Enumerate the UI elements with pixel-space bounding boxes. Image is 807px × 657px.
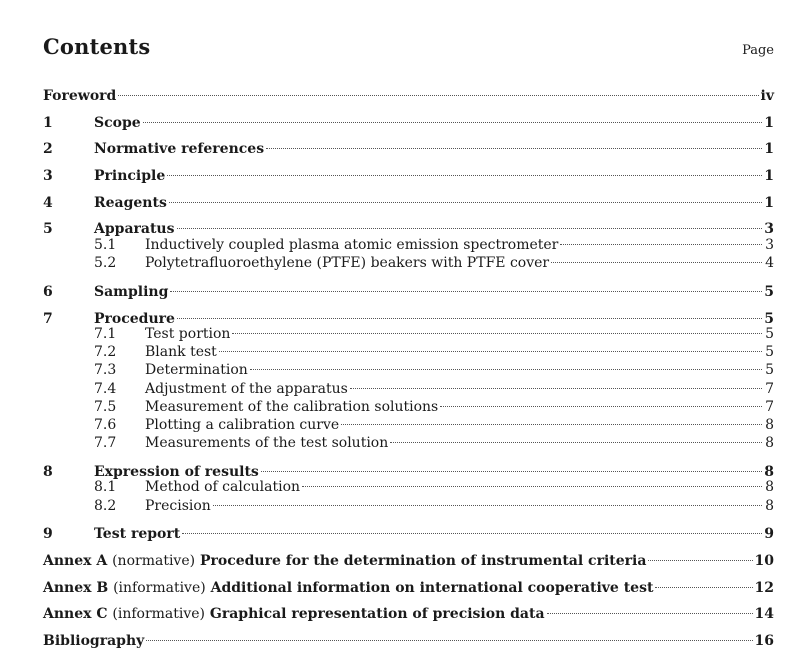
toc-entry[interactable]: [43, 523, 774, 550]
dot-leader: [341, 423, 762, 425]
toc-entry[interactable]: [43, 630, 774, 657]
page-number: 9: [764, 526, 774, 543]
page-title: Contents: [43, 34, 151, 59]
dot-leader: [655, 586, 752, 588]
section-number: 7.1: [94, 326, 117, 342]
page-number: 8: [765, 479, 774, 496]
toc-entry-title: Procedure for the determination of instrumental criteria: [199, 552, 647, 569]
dot-leader: [302, 485, 762, 487]
toc-entry[interactable]: [43, 254, 774, 281]
page-number: 7: [765, 398, 774, 415]
annex-label: Annex C: [43, 606, 108, 623]
section-number: 1: [43, 114, 53, 131]
toc-entry[interactable]: [43, 434, 774, 461]
page-number: 5: [765, 344, 774, 361]
toc-entry-title: Polytetrafluoroethylene (PTFE) beakers with PTFE cover: [145, 255, 550, 272]
toc-entry-title: Bibliography: [43, 632, 145, 649]
toc-entry[interactable]: [43, 380, 774, 398]
dot-leader: [146, 639, 752, 641]
toc-entry-title: Procedure: [94, 310, 175, 327]
toc-entry-title: Inductively coupled plasma atomic emission spectrometer: [145, 236, 559, 253]
section-number: 7.6: [94, 416, 117, 433]
page-number: 5: [764, 283, 774, 300]
page-number: 5: [765, 362, 774, 379]
annex-type: (informative): [112, 606, 206, 623]
section-number: 8.1: [94, 479, 117, 496]
dot-leader: [648, 559, 752, 561]
toc-entry-title: Normative references: [94, 141, 265, 158]
page-number: 3: [765, 236, 774, 253]
section-number: 7.7: [94, 435, 117, 452]
dot-leader: [118, 94, 758, 96]
annex-label: Annex A: [43, 552, 108, 569]
dot-leader: [266, 147, 762, 149]
dot-leader: [232, 332, 762, 334]
section-number: 3: [43, 168, 53, 185]
section-number: 7.2: [94, 344, 117, 361]
section-number: 7: [43, 310, 53, 327]
dot-leader: [169, 201, 762, 203]
section-number: 7.4: [94, 380, 117, 397]
toc-entry[interactable]: [43, 478, 774, 496]
page-number: 14: [754, 606, 774, 623]
toc-entry[interactable]: [43, 325, 774, 343]
dot-leader: [177, 317, 762, 319]
table-of-contents: [43, 85, 774, 657]
toc-entry-title: Measurement of the calibration solutions: [145, 398, 439, 415]
toc-entry-title: Method of calculation: [145, 479, 301, 496]
toc-entry[interactable]: [43, 236, 774, 254]
toc-entry-title: Expression of results: [94, 463, 259, 480]
toc-entry-title: Reagents: [94, 194, 167, 211]
toc-entry[interactable]: [43, 550, 774, 577]
toc-entry[interactable]: [43, 603, 774, 630]
page-number: 4: [765, 255, 774, 272]
dot-leader: [350, 387, 762, 389]
toc-entry-title: Additional information on international cooperative test: [210, 579, 654, 596]
toc-entry[interactable]: [43, 308, 774, 326]
section-number: 5.1: [94, 236, 117, 253]
contents-header: [43, 34, 774, 68]
page-number: 1: [764, 194, 774, 211]
page-number: 8: [765, 497, 774, 514]
toc-entry-title: Determination: [145, 362, 248, 379]
toc-entry[interactable]: [43, 281, 774, 308]
dot-leader: [177, 227, 763, 229]
toc-entry[interactable]: [43, 218, 774, 236]
toc-entry-title: Test report: [94, 526, 181, 543]
toc-entry-title: Plotting a calibration curve: [145, 416, 340, 433]
page-number: iv: [760, 88, 774, 104]
page-number: 8: [765, 416, 774, 433]
toc-entry-title: Principle: [94, 168, 166, 185]
toc-entry-title: Scope: [94, 114, 141, 131]
dot-leader: [440, 405, 762, 407]
section-number: 7.5: [94, 398, 117, 415]
toc-entry[interactable]: [43, 361, 774, 379]
section-number: 7.3: [94, 362, 117, 379]
section-number: 5: [43, 221, 53, 238]
annex-label: Annex B: [43, 579, 109, 596]
page-number: 1: [764, 114, 774, 131]
page-number: 8: [765, 435, 774, 452]
page-number: 12: [754, 579, 774, 596]
section-number: 8.2: [94, 497, 117, 514]
page-number: 8: [764, 463, 774, 480]
toc-entry[interactable]: [43, 416, 774, 434]
toc-entry[interactable]: [43, 165, 774, 192]
toc-entry-title: Foreword: [43, 88, 117, 104]
annex-type: (normative): [112, 552, 196, 569]
section-number: 6: [43, 283, 53, 300]
dot-leader: [213, 504, 762, 506]
toc-entry-title: Blank test: [145, 344, 217, 361]
dot-leader: [219, 350, 762, 352]
toc-entry[interactable]: [43, 398, 774, 416]
toc-entry-title: Apparatus: [94, 221, 175, 238]
toc-entry[interactable]: [43, 138, 774, 165]
dot-leader: [170, 290, 762, 292]
page-number: 5: [764, 310, 774, 327]
section-number: 9: [43, 526, 53, 543]
toc-entry[interactable]: [43, 343, 774, 361]
page-number: 5: [765, 326, 774, 342]
section-number: 4: [43, 194, 53, 211]
dot-leader: [560, 243, 762, 245]
toc-entry[interactable]: [43, 577, 774, 604]
page-number: 10: [754, 552, 774, 569]
toc-entry[interactable]: [43, 112, 774, 139]
toc-entry[interactable]: [43, 192, 774, 219]
dot-leader: [182, 532, 762, 534]
section-number: 8: [43, 463, 53, 480]
page-number: 3: [764, 221, 774, 238]
toc-entry-title: Adjustment of the apparatus: [145, 380, 348, 397]
annex-type: (informative): [113, 579, 206, 596]
page-column-label: Page: [742, 43, 774, 58]
dot-leader: [261, 470, 762, 472]
dot-leader: [390, 441, 762, 443]
page-number: 1: [764, 141, 774, 158]
dot-leader: [250, 368, 762, 370]
toc-entry-title: Measurements of the test solution: [145, 435, 389, 452]
toc-entry-title: Graphical representation of precision data: [209, 606, 545, 623]
dot-leader: [547, 612, 753, 614]
toc-entry-title: Precision: [145, 497, 211, 514]
page-number: 7: [765, 380, 774, 397]
dot-leader: [167, 174, 762, 176]
toc-entry[interactable]: [43, 497, 774, 524]
section-number: 5.2: [94, 255, 117, 272]
toc-entry-title: Test portion: [145, 326, 231, 342]
section-number: 2: [43, 141, 53, 158]
dot-leader: [143, 121, 762, 123]
toc-entry[interactable]: [43, 461, 774, 479]
toc-entry[interactable]: [43, 85, 774, 112]
page-number: 1: [764, 168, 774, 185]
toc-entry-title: Sampling: [94, 283, 169, 300]
dot-leader: [551, 261, 762, 263]
page-number: 16: [754, 632, 774, 649]
